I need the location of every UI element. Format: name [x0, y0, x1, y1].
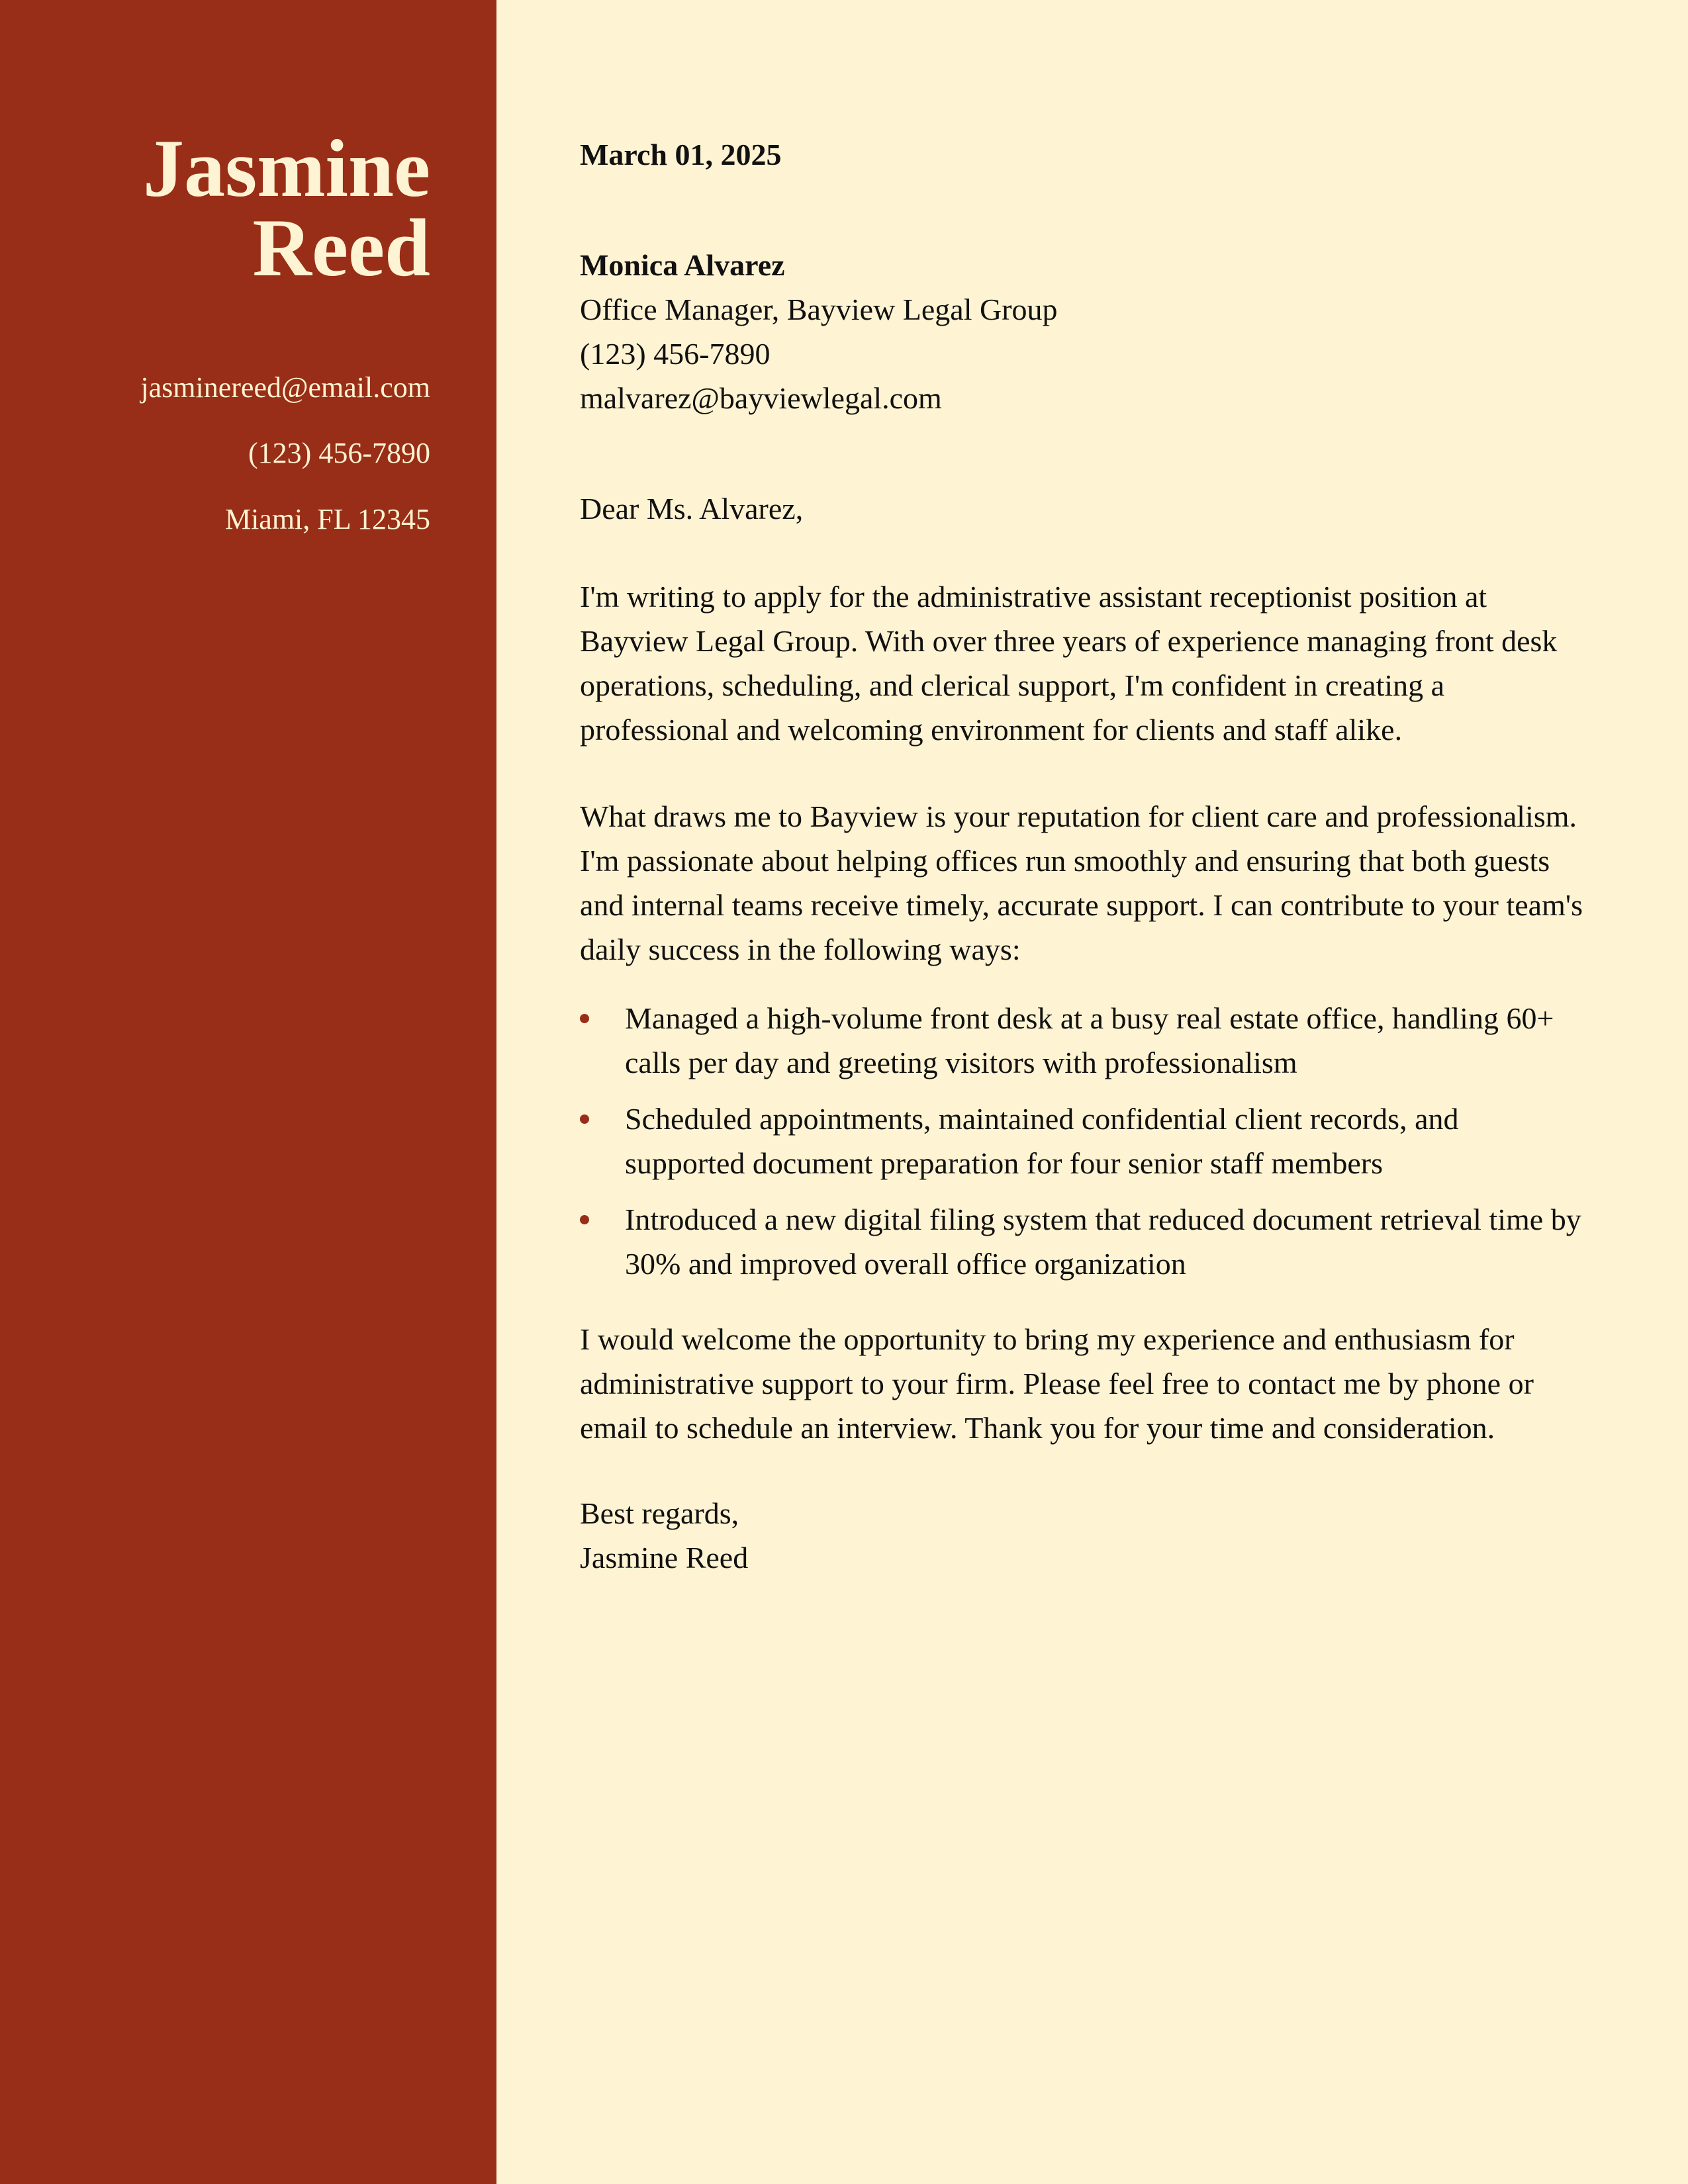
- sender-location: Miami, FL 12345: [224, 503, 430, 535]
- recipient-title: Office Manager, Bayview Legal Group: [580, 293, 1058, 326]
- list-item-text: Introduced a new digital filing system that reduced document retrieval time by 30% and improved overall office organization: [625, 1203, 1581, 1281]
- sidebar: [0, 0, 496, 2184]
- recipient-phone: (123) 456-7890: [580, 337, 771, 371]
- sender-name: [7, 123, 430, 293]
- recipient-name: Monica Alvarez: [580, 248, 785, 282]
- list-item: [580, 1097, 1586, 1185]
- recipient-block: [580, 243, 1586, 420]
- paragraph-motivation: What draws me to Bayview is your reputation for client care and professionalism. I'm passionate about helping offices run smoothly and ensuring that both guests and internal teams receive timely, accurate support. I can contribute to your team's daily success in the following ways:: [580, 799, 1583, 966]
- salutation: Dear Ms. Alvarez,: [580, 492, 804, 525]
- letter-date: March 01, 2025: [580, 138, 782, 171]
- bullet-icon: [580, 1014, 589, 1023]
- bullet-icon: [580, 1215, 589, 1224]
- bullet-icon: [580, 1115, 589, 1124]
- sender-first-name: Jasmine: [143, 123, 430, 214]
- sign-off: Best regards,: [580, 1496, 739, 1530]
- list-item: [580, 996, 1586, 1085]
- list-item-text: Scheduled appointments, maintained confidential client records, and supported document preparation for four senior staff members: [625, 1102, 1459, 1180]
- signature-name: Jasmine Reed: [580, 1541, 749, 1574]
- paragraph-intro: I'm writing to apply for the administrative assistant receptionist position at Bayview Legal Group. With over three years of experience managing front desk operations, scheduling, and clerical support, I'm confident in creating a professional and welcoming environment for clients and staff alike.: [580, 580, 1558, 747]
- paragraph-closing: I would welcome the opportunity to bring my experience and enthusiasm for administrative support to your firm. Please feel free to contact me by phone or email to schedule an interview. Thank you for your time and consideration.: [580, 1322, 1534, 1445]
- list-item-text: Managed a high-volume front desk at a busy real estate office, handling 60+ calls per day and greeting visitors with professionalism: [625, 1001, 1554, 1079]
- sign-off-block: [580, 1491, 748, 1580]
- recipient-email: malvarez@bayviewlegal.com: [580, 381, 942, 415]
- sender-email: jasminereed@email.com: [140, 371, 430, 404]
- list-item: [580, 1197, 1586, 1286]
- achievement-list: [580, 996, 1586, 1298]
- sender-last-name: Reed: [252, 203, 430, 293]
- sender-phone: (123) 456-7890: [248, 437, 430, 469]
